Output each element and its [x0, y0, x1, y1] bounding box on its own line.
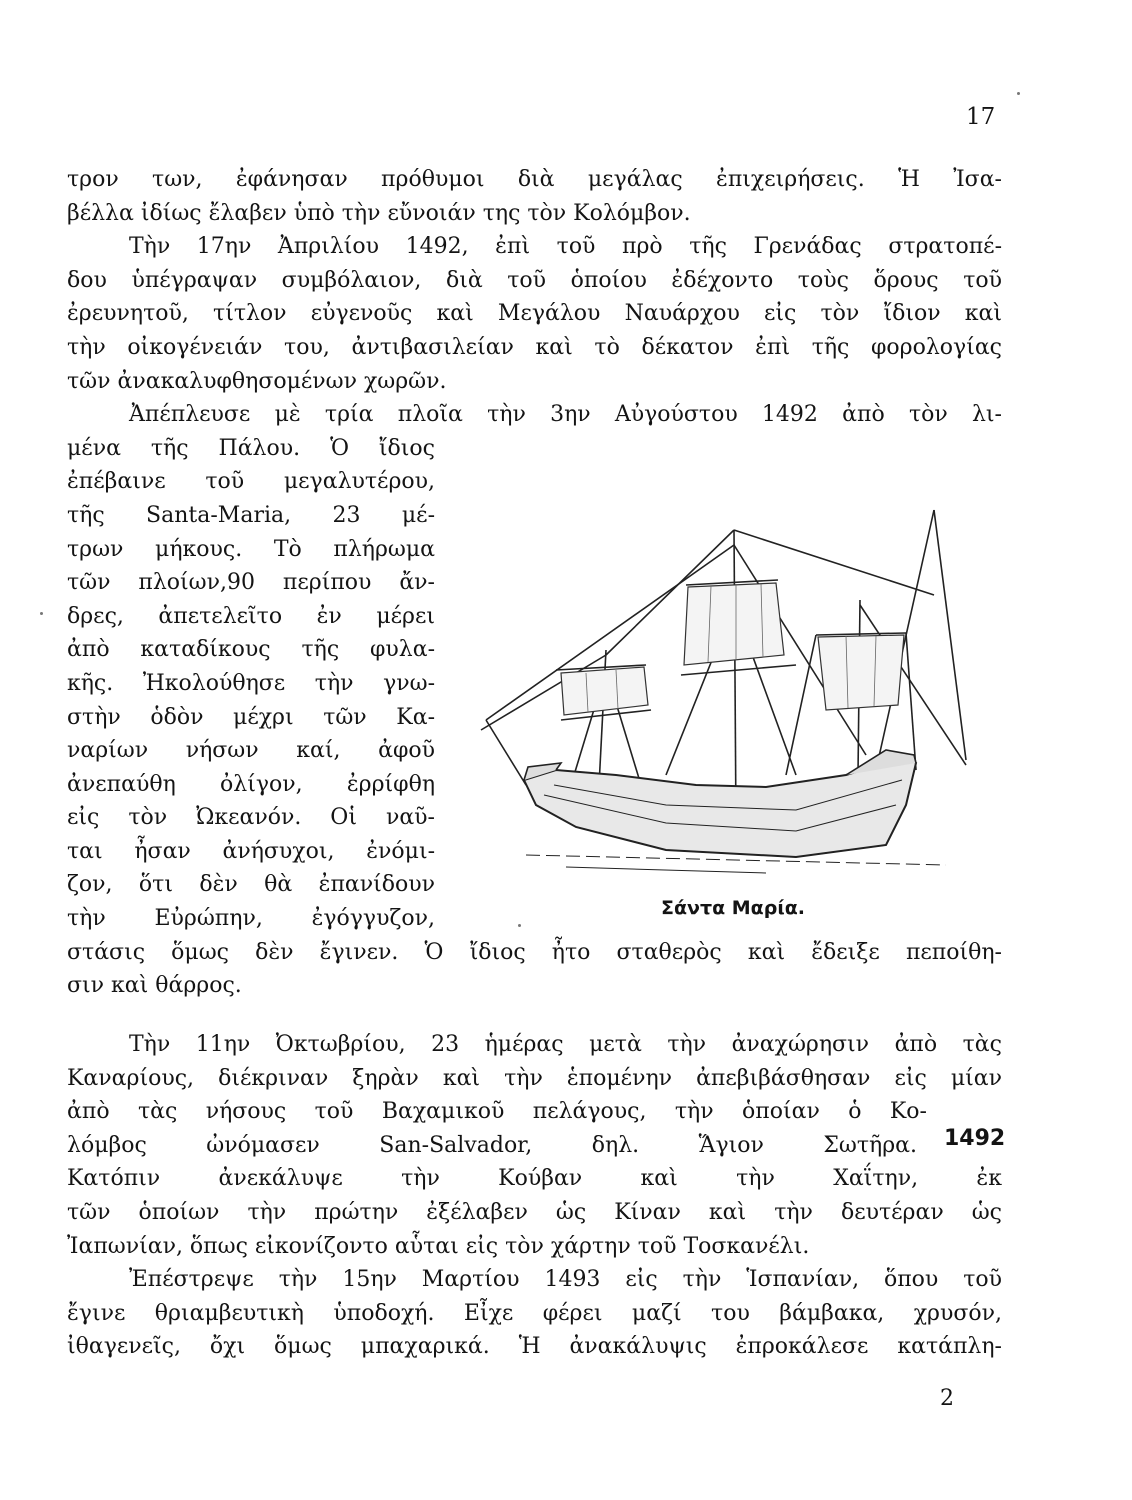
scan-speck	[518, 924, 521, 927]
page-number: 17	[966, 104, 996, 130]
text-line: ἐπέβαινε τοῦ μεγαλυτέρου,	[67, 469, 435, 495]
text-line: Ἰαπωνίαν, ὅπως εἰκονίζοντο αὗται εἰς τὸν χάρτην τοῦ Τοσκανέλι.	[67, 1233, 810, 1259]
text-line: Τὴν 11ην Ὀκτωβρίου, 23 ἡμέρας μετὰ τὴν ἀναχώρησιν ἀπὸ τὰς	[129, 1032, 1002, 1057]
text-line: ἀνεπαύθη ὀλίγον, ἐρρίφθη	[67, 771, 435, 797]
margin-year-label: 1492	[944, 1126, 1006, 1151]
scan-speck	[40, 612, 43, 615]
text-line: στάσις ὅμως δὲν ἔγινεν. Ὁ ἴδιος ἦτο σταθερὸς καὶ ἔδειξε πεποίθη-	[67, 939, 1002, 965]
text-line: τῆς Santa-Maria, 23 μέ-	[67, 502, 435, 528]
text-line: ἰθαγενεῖς, ὄχι ὅμως μπαχαρικά. Ἡ ἀνακάλυψις ἐπροκάλεσε κατάπλη-	[67, 1334, 1002, 1360]
signature-mark: 2	[940, 1386, 954, 1411]
text-line: τῶν ὁποίων τὴν πρώτην ἐξέλαβεν ὡς Κίναν καὶ τὴν δευτέραν ὡς	[67, 1199, 1002, 1225]
text-line: ἀπὸ καταδίκους τῆς φυλα-	[67, 637, 435, 663]
text-line: ἀπὸ τὰς νήσους τοῦ Βαχαμικοῦ πελάγους, τὴν ὁποίαν ὁ Κο-	[67, 1099, 927, 1125]
santa-maria-ship-drawing	[466, 505, 994, 913]
text-line: ἐρευνητοῦ, τίτλον εὐγενοῦς καὶ Μεγάλου Ναυάρχου εἰς τὸν ἴδιον καὶ	[67, 301, 1002, 327]
text-line: ναρίων νήσων καί, ἀφοῦ	[67, 738, 435, 764]
text-line: ζον, ὅτι δὲν θὰ ἐπανίδουν	[67, 872, 435, 898]
text-line: κῆς. Ἠκολούθησε τὴν γνω-	[67, 670, 435, 696]
text-line: τρον των, ἐφάνησαν πρόθυμοι διὰ μεγάλας ἐπιχειρήσεις. Ἡ Ἰσα-	[67, 167, 1002, 192]
text-line: στὴν ὁδὸν μέχρι τῶν Κα-	[67, 704, 435, 730]
text-line: Τὴν 17ην Ἀπριλίου 1492, ἐπὶ τοῦ πρὸ τῆς Γρενάδας στρατοπέ-	[129, 234, 1002, 260]
text-line: τὴν οἰκογένειάν του, ἀντιβασιλείαν καὶ τὸ δέκατον ἐπὶ τῆς φορολογίας	[67, 334, 1002, 360]
text-line: δρες, ἀπετελεῖτο ἐν μέρει	[67, 603, 435, 629]
text-line: τῶν πλοίων,90 περίπου ἄν-	[67, 570, 435, 596]
text-line: Κατόπιν ἀνεκάλυψε τὴν Κούβαν καὶ τὴν Χαΐτην, ἐκ	[67, 1166, 1002, 1192]
scan-speck	[1017, 92, 1020, 95]
text-line: Ἀπέπλευσε μὲ τρία πλοῖα τὴν 3ην Αὐγούστου 1492 ἀπὸ τὸν λι-	[129, 402, 1002, 428]
text-line: βέλλα ἰδίως ἔλαβεν ὑπὸ τὴν εὔνοιάν της τὸν Κολόμβον.	[67, 200, 691, 226]
text-line: Καναρίους, διέκριναν ξηρὰν καὶ τὴν ἑπομένην ἀπεβιβάσθησαν εἰς μίαν	[67, 1065, 1002, 1091]
ship-illustration	[466, 505, 994, 913]
text-line: λόμβος ὠνόμασεν San-Salvador, δηλ. Ἅγιον Σωτῆρα.	[67, 1132, 917, 1158]
text-line: δου ὑπέγραψαν συμβόλαιον, διὰ τοῦ ὁποίου ἐδέχοντο τοὺς ὅρους τοῦ	[67, 267, 1002, 293]
figure-caption: Σάντα Μαρία.	[661, 897, 806, 919]
text-line: τῶν ἀνακαλυφθησομένων χωρῶν.	[67, 368, 447, 394]
text-line: ἔγινε θριαμβευτικὴ ὑποδοχή. Εἶχε φέρει μαζί του βάμβακα, χρυσόν,	[67, 1300, 1002, 1326]
text-line: σιν καὶ θάρρος.	[67, 973, 242, 999]
text-line: εἰς τὸν Ὠκεανόν. Οἱ ναῦ-	[67, 805, 435, 831]
body-text-lower	[67, 1028, 1002, 1364]
text-line: τὴν Εὐρώπην, ἐγόγγυζον,	[67, 906, 435, 932]
text-line: Ἐπέστρεψε τὴν 15ην Μαρτίου 1493 εἰς τὴν Ἱσπανίαν, ὅπου τοῦ	[129, 1267, 1002, 1293]
text-line: μένα τῆς Πάλου. Ὁ ἴδιος	[67, 435, 435, 461]
text-line: τρων μήκους. Τὸ πλήρωμα	[67, 536, 435, 562]
text-line: ται ἦσαν ἀνήσυχοι, ἐνόμι-	[67, 838, 435, 864]
